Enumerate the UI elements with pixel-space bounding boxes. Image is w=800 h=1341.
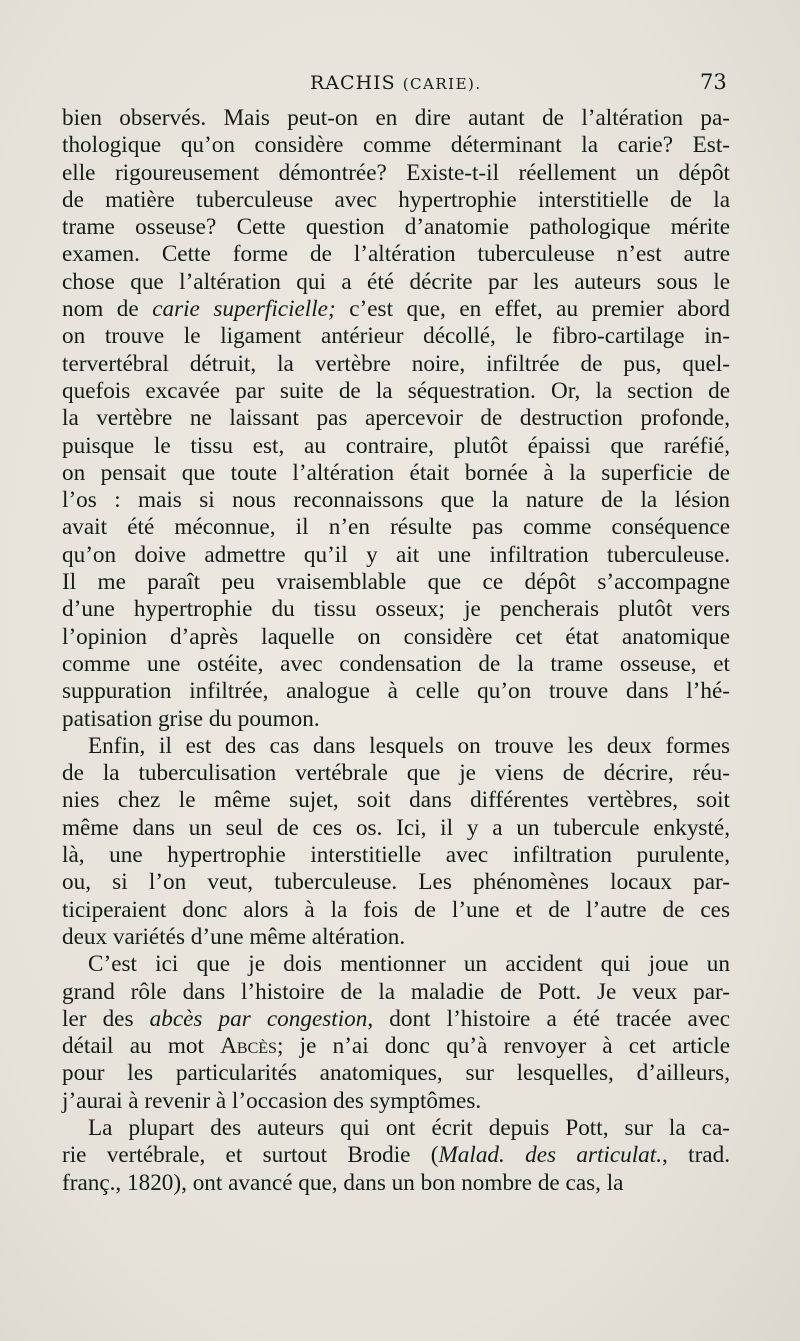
page-header bbox=[0, 72, 800, 102]
text-segment: Enfin, il est des cas dans lesquels on trouve les deux formes bbox=[88, 732, 730, 759]
paragraph bbox=[62, 733, 730, 951]
text-segment: qu’on doive admettre qu’il y ait une infiltration tuberculeuse. bbox=[62, 541, 730, 568]
text-line bbox=[62, 269, 730, 296]
text-line bbox=[62, 351, 730, 378]
text-line bbox=[62, 760, 730, 787]
text-segment: deux variétés d’une même altération. bbox=[62, 923, 406, 950]
text-line bbox=[62, 706, 730, 733]
text-line bbox=[62, 842, 730, 869]
text-line bbox=[62, 569, 730, 596]
text-segment: grand rôle dans l’histoire de la maladie de Pott. Je veux par- bbox=[62, 978, 730, 1005]
text-segment: c’est que, en effet, au premier abord bbox=[335, 296, 731, 323]
text-segment: trame osseuse? Cette question d’anatomie pathologique mérite bbox=[62, 214, 730, 241]
running-title-subtitle: (CARIE). bbox=[402, 75, 482, 93]
text-line bbox=[62, 596, 730, 623]
text-line bbox=[62, 214, 730, 241]
text-line bbox=[62, 815, 730, 842]
text-segment: tervertébral détruit, la vertèbre noire, infiltrée de pus, quel- bbox=[62, 350, 730, 377]
text-segment: ; je n’ai donc qu’à renvoyer à cet article bbox=[276, 1033, 730, 1060]
text-segment: l’os : mais si nous reconnaissons que la nature de la lésion bbox=[62, 487, 730, 514]
text-segment: thologique qu’on considère comme déterminant la carie? Est- bbox=[62, 132, 730, 159]
text-line bbox=[62, 160, 730, 187]
text-segment: l’opinion d’après laquelle on considère cet état anatomique bbox=[62, 623, 730, 650]
text-line bbox=[62, 405, 730, 432]
text-line bbox=[62, 514, 730, 541]
text-segment: chose que l’altération qui a été décrite par les auteurs sous le bbox=[62, 268, 730, 295]
text-segment: Malad. des articulat. bbox=[438, 1142, 663, 1169]
text-line bbox=[62, 787, 730, 814]
text-segment: d’une hypertrophie du tissu osseux; je pencherais plutôt vers bbox=[62, 596, 730, 623]
text-line bbox=[62, 1115, 730, 1142]
text-line bbox=[62, 378, 730, 405]
text-line bbox=[62, 1088, 730, 1115]
text-segment: ou, si l’on veut, tuberculeuse. Les phénomènes locaux par- bbox=[62, 869, 730, 896]
text-segment: de la tuberculisation vertébrale que je viens de décrire, réu- bbox=[62, 760, 730, 787]
text-segment: avait été méconnue, il n’en résulte pas comme conséquence bbox=[62, 514, 730, 541]
text-segment: ticiperaient donc alors à la fois de l’une et de l’autre de ces bbox=[62, 896, 730, 923]
text-segment: elle rigoureusement démontrée? Existe-t-il réellement un dépôt bbox=[62, 159, 730, 186]
text-line bbox=[62, 651, 730, 678]
text-line bbox=[62, 678, 730, 705]
paragraph bbox=[62, 105, 730, 733]
text-line bbox=[62, 323, 730, 350]
text-segment: La plupart des auteurs qui ont écrit depuis Pott, sur la ca- bbox=[88, 1114, 730, 1141]
text-segment: on trouve le ligament antérieur décollé, le fibro-cartilage in- bbox=[62, 323, 730, 350]
text-line bbox=[62, 1006, 730, 1033]
text-segment: comme une ostéite, avec condensation de la trame osseuse, et bbox=[62, 650, 730, 677]
text-segment: abcès par congestion bbox=[149, 1005, 368, 1032]
text-line bbox=[62, 241, 730, 268]
text-line bbox=[62, 733, 730, 760]
text-segment: , dont l’histoire a été tracée avec bbox=[367, 1005, 730, 1032]
paragraph bbox=[62, 951, 730, 1115]
text-line bbox=[62, 1033, 730, 1060]
page-number: 73 bbox=[700, 70, 727, 94]
text-segment: là, une hypertrophie interstitielle avec infiltration purulente, bbox=[62, 842, 730, 869]
text-segment: j’aurai à revenir à l’occasion des symptômes. bbox=[62, 1087, 482, 1114]
text-line bbox=[62, 296, 730, 323]
text-segment: de matière tuberculeuse avec hypertrophie interstitielle de la bbox=[62, 186, 730, 213]
text-line bbox=[62, 433, 730, 460]
text-segment: détail au mot bbox=[62, 1033, 221, 1060]
text-segment: examen. Cette forme de l’altération tuberculeuse n’est autre bbox=[62, 241, 730, 268]
text-segment: nies chez le même sujet, soit dans différentes vertèbres, soit bbox=[62, 787, 730, 814]
text-line bbox=[62, 487, 730, 514]
text-line bbox=[62, 460, 730, 487]
text-segment: patisation grise du poumon. bbox=[62, 705, 320, 732]
text-line bbox=[62, 869, 730, 896]
text-segment: C’est ici que je dois mentionner un accident qui joue un bbox=[88, 951, 730, 978]
paragraph bbox=[62, 1115, 730, 1197]
text-line bbox=[62, 187, 730, 214]
text-line bbox=[62, 924, 730, 951]
text-segment: suppuration infiltrée, analogue à celle qu’on trouve dans l’hé- bbox=[62, 678, 730, 705]
text-segment: Abcès bbox=[220, 1033, 277, 1060]
text-segment: nom de bbox=[62, 296, 153, 323]
text-line bbox=[62, 105, 730, 132]
text-segment: rie vertébrale, et surtout Brodie ( bbox=[62, 1142, 439, 1169]
text-segment: bien observés. Mais peut-on en dire autant de l’altération pa- bbox=[62, 105, 730, 131]
text-line bbox=[62, 979, 730, 1006]
text-segment: on pensait que toute l’altération était bornée à la superficie de bbox=[62, 459, 730, 486]
text-segment: ler des bbox=[62, 1005, 150, 1032]
text-segment: la vertèbre ne laissant pas apercevoir de destruction profonde, bbox=[62, 405, 730, 432]
running-title bbox=[310, 72, 482, 94]
text-line bbox=[62, 132, 730, 159]
text-line bbox=[62, 897, 730, 924]
text-segment: quefois excavée par suite de la séquestration. Or, la section de bbox=[62, 377, 730, 404]
text-segment: , trad. bbox=[662, 1142, 730, 1169]
text-line bbox=[62, 542, 730, 569]
text-segment: carie superficielle; bbox=[152, 296, 336, 323]
text-segment: pour les particularités anatomiques, sur lesquelles, d’ailleurs, bbox=[62, 1060, 730, 1087]
text-line bbox=[62, 1060, 730, 1087]
text-line bbox=[62, 1170, 730, 1197]
text-segment: franç., 1820), ont avancé que, dans un bon nombre de cas, la bbox=[62, 1169, 624, 1196]
text-line bbox=[62, 624, 730, 651]
running-title-main: RACHIS bbox=[310, 72, 403, 94]
text-segment: Il me paraît peu vraisemblable que ce dépôt s’accompagne bbox=[62, 569, 730, 596]
text-line bbox=[62, 951, 730, 978]
text-segment: puisque le tissu est, au contraire, plutôt épaissi que raréfié, bbox=[62, 432, 730, 459]
text-line bbox=[62, 1142, 730, 1169]
text-segment: même dans un seul de ces os. Ici, il y a un tubercule enkysté, bbox=[62, 814, 730, 841]
body-text bbox=[62, 105, 730, 1197]
